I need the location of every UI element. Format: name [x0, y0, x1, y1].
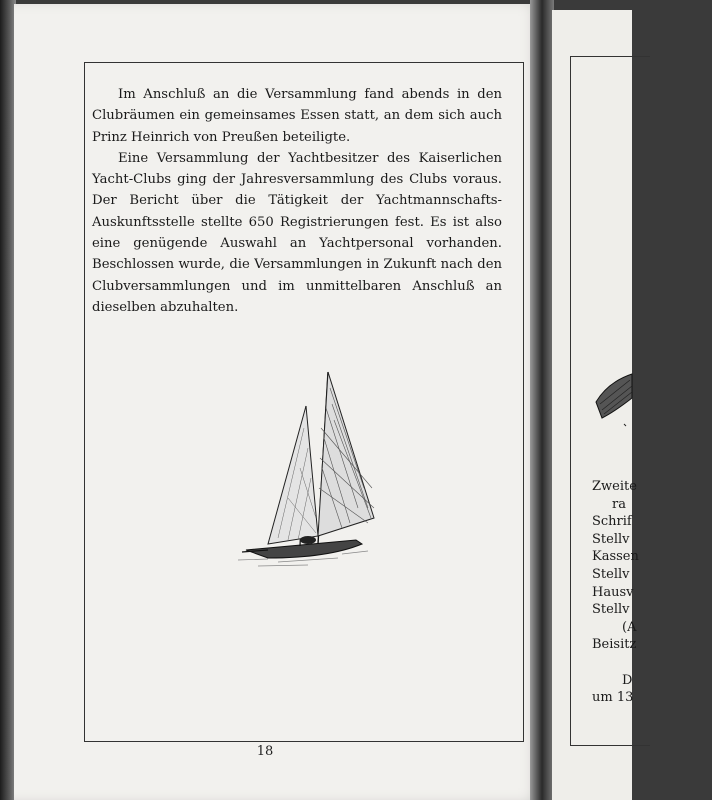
facing-line: Schrif — [592, 514, 632, 530]
facing-line: um 13 — [592, 690, 634, 706]
facing-line — [592, 654, 712, 672]
page-text — [92, 84, 502, 318]
facing-line: Hausv — [592, 584, 634, 600]
paragraph-1: Im Anschluß an die Versammlung fand abends in den Clubräumen ein gemeinsames Essen statt, an dem sich auch Prinz Heinrich von Preußen beteiligte. — [92, 87, 502, 145]
facing-line: Stellv — [592, 602, 630, 618]
facing-line: ra — [612, 496, 626, 512]
facing-line: Beisitz — [592, 637, 637, 653]
facing-line: (A — [622, 619, 637, 635]
book-gutter — [530, 0, 554, 800]
sailboat-illustration — [238, 368, 378, 574]
paragraph-2: Eine Versammlung der Yachtbesitzer des Kaiserlichen Yacht-Clubs ging der Jahresversammlung des Clubs voraus. Der Bericht über die Tätigkeit der Yachtmannschafts-Auskunftsstelle stellte 650 Registrierungen fest. Es ist also eine genügende Auswahl an Yachtpersonal vorhanden. Beschlossen wurde, die Versammlungen in Zukunft nach den Clubversammlungen und im unmittelbaren Anschluß an dieselben abzuhalten. — [92, 150, 502, 315]
facing-line: Kassen — [592, 549, 639, 565]
hull-ornament — [594, 372, 634, 428]
facing-line: D — [622, 672, 633, 688]
facing-line: Stellv — [592, 531, 630, 547]
facing-line: Stellv — [592, 566, 630, 582]
facing-line: Zweite — [592, 479, 637, 494]
page-number: 18 — [256, 744, 274, 759]
facing-page-text — [592, 478, 712, 707]
